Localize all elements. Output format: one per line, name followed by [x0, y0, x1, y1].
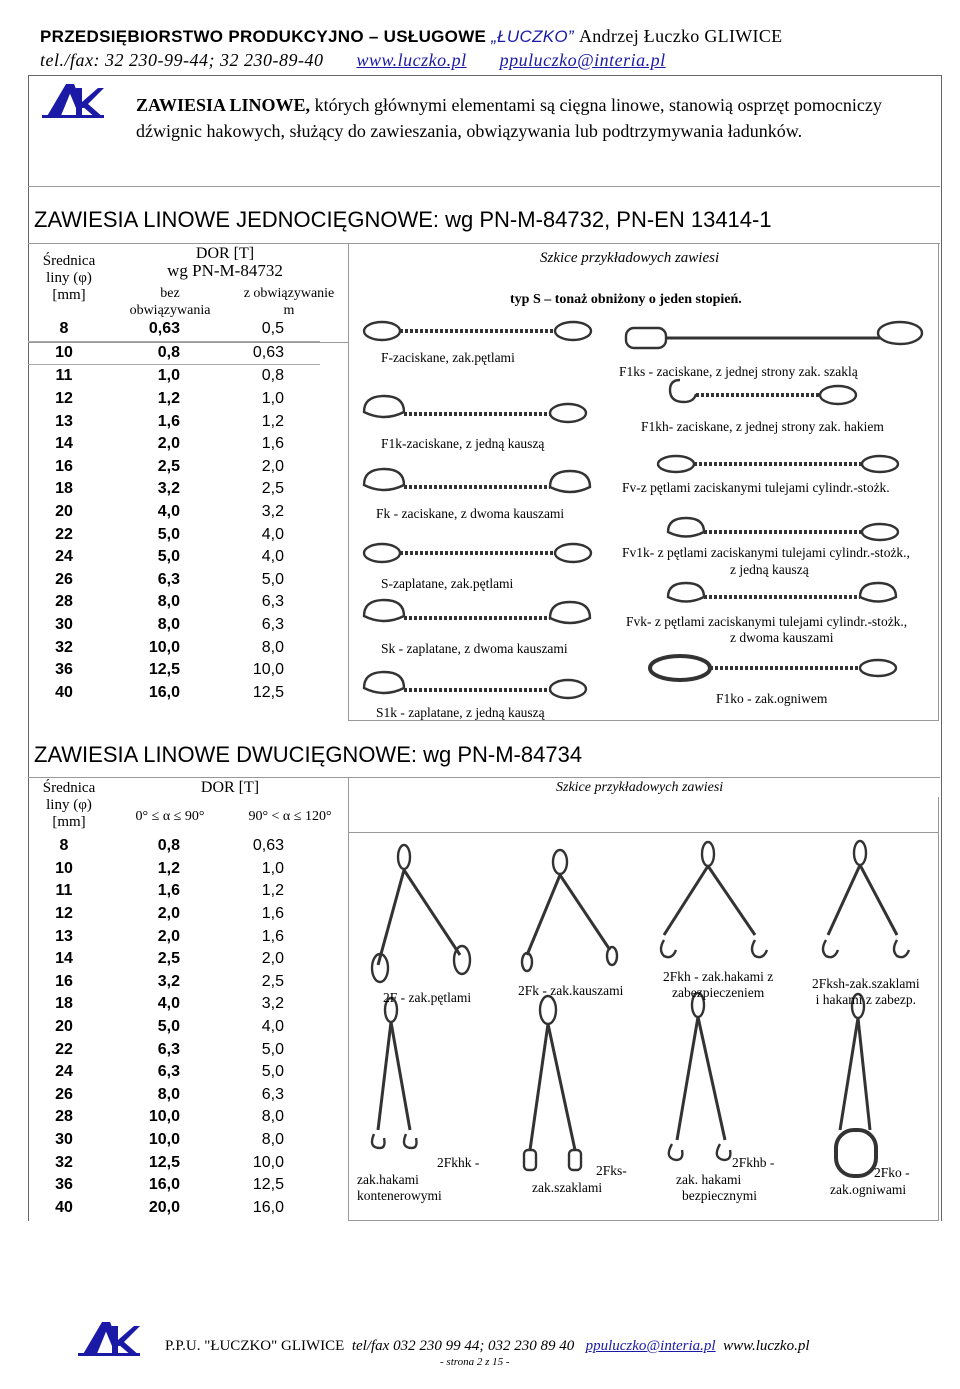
single-diameter: 10 — [28, 341, 100, 365]
single-dor-a: 4,0 — [157, 503, 180, 521]
double-dor-b: 10,0 — [252, 1153, 284, 1171]
double-dor-b: 1,6 — [261, 927, 284, 945]
caption-f1k: F1k-zaciskane, z jedną kauszą — [381, 436, 545, 451]
single-dor-b: 8,0 — [261, 638, 284, 656]
double-diameter: 14 — [55, 950, 73, 968]
caption-fv1k-2: z jedną kauszą — [730, 562, 809, 577]
single-diameter: 36 — [55, 661, 73, 679]
double-diameter: 32 — [55, 1153, 73, 1171]
double-diameter: 12 — [55, 905, 73, 923]
single-dor-b: 1,2 — [261, 412, 284, 430]
single-row — [28, 410, 320, 433]
double-dor-b: 1,2 — [261, 882, 284, 900]
single-row — [28, 614, 320, 637]
double-col-diameter: Średnica liny (φ) [mm] — [42, 780, 96, 830]
footer-phone: tel/fax 032 230 99 44; 032 230 89 40 — [351, 1338, 575, 1354]
caption-2fkhk-code: 2Fkhk - — [437, 1155, 480, 1170]
double-sub-0-90: 0° ≤ α ≤ 90° — [135, 809, 205, 824]
double-row — [28, 1197, 320, 1220]
double-row — [28, 1061, 320, 1084]
single-dor-a: 3,2 — [157, 480, 180, 498]
single-dor-b: 1,0 — [261, 390, 284, 408]
double-dor-a: 2,5 — [157, 950, 180, 968]
single-dor-a: 1,6 — [157, 412, 180, 430]
owner-name: Andrzej Łuczko GLIWICE — [578, 26, 783, 46]
double-row — [28, 858, 320, 881]
double-dor-a: 6,3 — [157, 1040, 180, 1058]
double-sub-90-120: 90° < α ≤ 120° — [248, 809, 332, 824]
double-row — [28, 903, 320, 926]
single-sub-without: bez obwiązywania — [129, 286, 211, 318]
double-dor-b: 3,2 — [261, 995, 284, 1013]
double-sketch-title: Szkice przykładowych zawiesi — [556, 780, 724, 795]
double-dor-b: 16,0 — [252, 1198, 284, 1216]
double-dor-a: 1,2 — [157, 859, 180, 877]
double-dor-a: 20,0 — [148, 1198, 180, 1216]
double-row — [28, 948, 320, 971]
double-diameter: 40 — [55, 1198, 73, 1216]
double-dor-a: 0,8 — [157, 837, 180, 855]
caption-2fkhb-2: bezpiecznymi — [682, 1188, 757, 1203]
single-dor-a: 0,8 — [100, 341, 194, 365]
double-dor-b: 2,5 — [261, 972, 284, 990]
brand-name: „ŁUCZKO” — [491, 27, 574, 46]
single-diameter: 18 — [55, 480, 73, 498]
double-diameter: 30 — [55, 1131, 73, 1149]
email-link[interactable]: ppuluczko@interia.pl — [499, 50, 666, 70]
double-row — [28, 1084, 320, 1107]
caption-fvk: Fvk- z pętlami zaciskanymi tulejami cylindr.-stożk., — [626, 614, 908, 629]
double-dor-a: 3,2 — [157, 972, 180, 990]
company-header — [40, 26, 782, 47]
company-name: PRZEDSIĘBIORSTWO PRODUKCYJNO – USŁUGOWE — [40, 27, 487, 46]
single-dor-a: 2,5 — [157, 457, 180, 475]
single-diameter: 30 — [55, 616, 73, 634]
single-dor-a: 8,0 — [157, 616, 180, 634]
footer-logo-icon — [76, 1320, 142, 1358]
single-dor-a: 1,0 — [157, 367, 180, 385]
single-col-diameter: Średnica liny (φ) [mm] — [42, 253, 96, 303]
single-diameter: 20 — [55, 503, 73, 521]
caption-s: S-zaplatane, zak.pętlami — [381, 576, 514, 591]
page-number: - strona 2 z 15 - — [440, 1356, 510, 1368]
single-row — [28, 591, 320, 614]
single-diameter: 8 — [28, 318, 100, 341]
single-title-bold: ZAWIESIA LINOWE JEDNOCIĘGNOWE — [34, 207, 433, 232]
single-diameter: 22 — [55, 525, 73, 543]
single-diameter: 40 — [55, 683, 73, 701]
single-dor-b: 4,0 — [261, 548, 284, 566]
double-row — [28, 971, 320, 994]
caption-2fkhk-2: kontenerowymi — [357, 1188, 442, 1203]
phone-text: tel./fax: 32 230-99-44; 32 230-89-40 — [40, 50, 324, 70]
double-dor-b: 0,63 — [252, 837, 284, 855]
caption-fv1k: Fv1k- z pętlami zaciskanymi tulejami cylindr.-stożk., — [622, 545, 910, 560]
double-dor-a: 2,0 — [157, 905, 180, 923]
double-col-dor: DOR [T] — [200, 779, 260, 796]
double-dor-a: 16,0 — [148, 1176, 180, 1194]
double-dor-table — [28, 835, 320, 1219]
single-row — [28, 569, 320, 592]
caption-2fko-code: 2Fko - — [874, 1165, 910, 1180]
single-row — [28, 388, 320, 411]
double-diameter: 36 — [55, 1176, 73, 1194]
intro-bold: ZAWIESIA LINOWE, — [136, 95, 311, 115]
single-row — [28, 636, 320, 659]
double-row — [28, 925, 320, 948]
single-dor-a: 5,0 — [157, 548, 180, 566]
single-section-title — [34, 207, 772, 233]
single-dor-b: 0,8 — [261, 367, 284, 385]
single-dor-b: 0,5 — [194, 318, 320, 341]
double-title-bold: ZAWIESIA LINOWE DWUCIĘGNOWE — [34, 742, 411, 767]
single-diameter: 24 — [55, 548, 73, 566]
single-dor-b: 1,6 — [261, 435, 284, 453]
double-dor-b: 8,0 — [261, 1131, 284, 1149]
single-dor-b: 0,63 — [194, 341, 320, 365]
single-dor-b: 3,2 — [261, 503, 284, 521]
double-row — [28, 1038, 320, 1061]
caption-f: F-zaciskane, zak.pętlami — [381, 350, 515, 365]
double-dor-a: 10,0 — [148, 1131, 180, 1149]
footer-company: P.P.U. "ŁUCZKO" GLIWICE — [165, 1338, 345, 1354]
caption-2fko-1: zak.ogniwami — [830, 1182, 907, 1197]
single-diameter: 16 — [55, 457, 73, 475]
double-dor-b: 4,0 — [261, 1018, 284, 1036]
double-dor-a: 6,3 — [157, 1063, 180, 1081]
double-diameter: 28 — [55, 1108, 73, 1126]
single-dor-table — [28, 318, 320, 704]
single-dor-a: 12,5 — [148, 661, 180, 679]
double-diameter: 24 — [55, 1063, 73, 1081]
double-dor-a: 1,6 — [157, 882, 180, 900]
double-row — [28, 835, 320, 858]
intro-text: których głównymi elementami są cięgna linowe, stanowią osprzęt pomocniczy dźwignic hakowych, służący do zawieszania, obwiązywania lub podtrzymywania ładunków. — [136, 95, 882, 141]
caption-2fks-code: 2Fks- — [596, 1163, 627, 1178]
double-dor-a: 4,0 — [157, 995, 180, 1013]
double-dor-b: 6,3 — [261, 1085, 284, 1103]
double-row — [28, 1016, 320, 1039]
double-dor-b: 1,6 — [261, 905, 284, 923]
double-dor-a: 10,0 — [148, 1108, 180, 1126]
caption-2f: 2F - zak.pętlami — [383, 990, 472, 1005]
single-dor-a: 6,3 — [157, 570, 180, 588]
single-dor-b: 4,0 — [261, 525, 284, 543]
footer-line — [165, 1338, 810, 1355]
single-dor-b: 2,5 — [261, 480, 284, 498]
caption-f1kh: F1kh- zaciskane, z jednej strony zak. hakiem — [641, 419, 884, 434]
caption-2fk: 2Fk - zak.kauszami — [518, 983, 624, 998]
double-diameter: 10 — [55, 859, 73, 877]
double-diameter: 18 — [55, 995, 73, 1013]
caption-2fkhb-code: 2Fkhb - — [732, 1155, 775, 1170]
single-row — [28, 523, 320, 546]
single-dor-b: 6,3 — [261, 616, 284, 634]
double-dor-b: 2,0 — [261, 950, 284, 968]
single-diameter: 11 — [55, 367, 73, 385]
double-row — [28, 1106, 320, 1129]
double-dor-a: 12,5 — [148, 1153, 180, 1171]
double-diameter: 26 — [55, 1085, 73, 1103]
website-link[interactable]: www.luczko.pl — [356, 50, 467, 70]
double-row — [28, 1174, 320, 1197]
single-dor-b: 5,0 — [261, 570, 284, 588]
single-diameter: 32 — [55, 638, 73, 656]
double-diameter: 13 — [55, 927, 73, 945]
single-row — [28, 318, 320, 341]
footer-email[interactable]: ppuluczko@interia.pl — [585, 1338, 716, 1354]
double-dor-b: 8,0 — [261, 1108, 284, 1126]
caption-f1ko: F1ko - zak.ogniwem — [716, 691, 828, 706]
contact-line — [40, 50, 666, 71]
single-row — [28, 478, 320, 501]
single-row — [28, 546, 320, 569]
double-diameter: 16 — [55, 972, 73, 990]
caption-2fkh: 2Fkh - zak.hakami z zabezpieczeniem — [663, 969, 774, 1000]
single-row — [28, 365, 320, 388]
double-dor-a: 5,0 — [157, 1018, 180, 1036]
single-dor-b: 2,0 — [261, 457, 284, 475]
double-row — [28, 880, 320, 903]
double-diameter: 22 — [55, 1040, 73, 1058]
single-dor-a: 1,2 — [157, 390, 180, 408]
caption-fvk-2: z dwoma kauszami — [730, 630, 834, 645]
single-dor-a: 2,0 — [157, 435, 180, 453]
double-dor-b: 5,0 — [261, 1063, 284, 1081]
double-title-rest: : wg PN-M-84734 — [410, 742, 583, 767]
caption-fk: Fk - zaciskane, z dwoma kauszami — [376, 506, 565, 521]
double-dor-a: 8,0 — [157, 1085, 180, 1103]
single-col-dor: DOR [T] wg PN-M-84732 — [167, 245, 283, 280]
single-diameter: 28 — [55, 593, 73, 611]
single-dor-a: 10,0 — [148, 638, 180, 656]
double-dor-b: 5,0 — [261, 1040, 284, 1058]
single-row — [28, 659, 320, 682]
single-diameter: 26 — [55, 570, 73, 588]
intro-paragraph — [36, 92, 916, 144]
single-dor-a: 0,63 — [100, 318, 194, 341]
double-dor-a: 2,0 — [157, 927, 180, 945]
double-row — [28, 1129, 320, 1152]
double-section-title — [34, 742, 582, 768]
single-row — [28, 433, 320, 456]
double-diameter: 8 — [59, 837, 69, 855]
single-dor-b: 12,5 — [252, 683, 284, 701]
single-diameter: 14 — [55, 435, 73, 453]
single-sketch-note: typ S – tonaż obniżony o jeden stopień. — [510, 292, 742, 307]
single-row — [28, 501, 320, 524]
double-diameter: 11 — [55, 882, 73, 900]
double-row — [28, 1151, 320, 1174]
single-title-rest: : wg PN-M-84732, PN-EN 13414-1 — [432, 207, 772, 232]
double-row — [28, 993, 320, 1016]
caption-fv: Fv-z pętlami zaciskanymi tulejami cylindr.-stożk. — [622, 480, 890, 495]
caption-2fkhk-1: zak.hakami — [357, 1172, 419, 1187]
caption-s1k: S1k - zaplatane, z jedną kauszą — [376, 705, 545, 720]
double-dor-b: 1,0 — [261, 859, 284, 877]
single-row — [28, 456, 320, 479]
single-dor-b: 10,0 — [252, 661, 284, 679]
caption-f1ks: F1ks - zaciskane, z jednej strony zak. szaklą — [619, 364, 858, 379]
single-dor-a: 5,0 — [157, 525, 180, 543]
single-sub-with: z obwiązywanie m — [243, 286, 335, 318]
single-dor-a: 16,0 — [148, 683, 180, 701]
caption-2fksh: 2Fksh-zak.szaklami i hakami z zabezp. — [812, 976, 920, 1007]
caption-sk: Sk - zaplatane, z dwoma kauszami — [381, 641, 568, 656]
single-row — [28, 341, 320, 365]
double-diameter: 20 — [55, 1018, 73, 1036]
single-sketch-title: Szkice przykładowych zawiesi — [540, 250, 720, 266]
caption-2fkhb-1: zak. hakami — [676, 1172, 742, 1187]
single-dor-a: 8,0 — [157, 593, 180, 611]
single-diameter: 13 — [55, 412, 73, 430]
double-dor-b: 12,5 — [252, 1176, 284, 1194]
single-diameter: 12 — [55, 390, 73, 408]
single-row — [28, 682, 320, 705]
single-dor-b: 6,3 — [261, 593, 284, 611]
caption-2fks-1: zak.szaklami — [532, 1180, 603, 1195]
footer-www[interactable]: www.luczko.pl — [723, 1338, 810, 1354]
